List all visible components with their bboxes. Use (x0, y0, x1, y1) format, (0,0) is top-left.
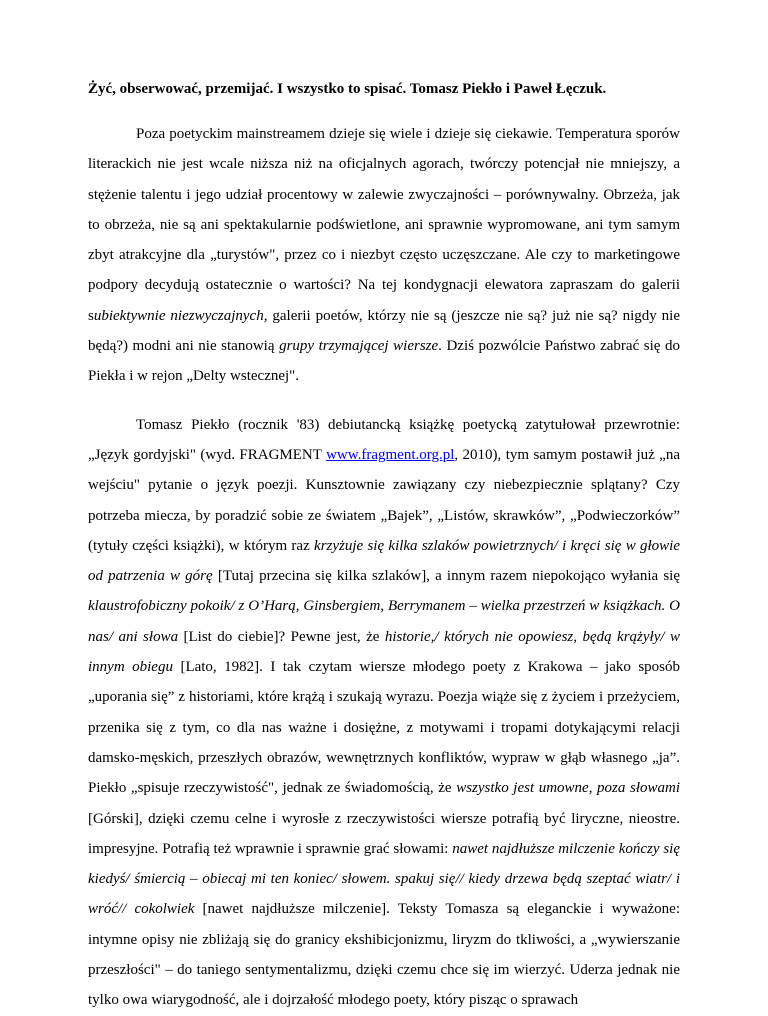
italic-quote: klaustrofobiczny pokoik/ z O’Harą, Ginsbergiem, Berrymanem – wielka przestrzeń w książkach. O nas/ ani słowa (88, 598, 680, 645)
website-link[interactable]: www.fragment.org.pl (326, 446, 455, 463)
italic-quote: historie,/ których nie opowiesz, będą krążyły/ w innym obiegu (88, 628, 680, 676)
text-run: , 2010), tym samym postawił już „na wejściu" pytanie o język poezji. Kunsztownie zawiązany czy niebezpiecznie splątany? Czy potrzeba miecza, by poradzić sobie ze światem „Bajek”, „Listów, skrawków”, „Podwieczorków” (tytuły części książki), w którym raz (88, 446, 680, 554)
italic-quote: grupy trzymającej wiersze (279, 338, 439, 355)
text-run: Tomasz Piekło (rocznik '83) debiutancką książkę poetycką zatytułował przewrotnie: „Język gordyjski" (wyd. FRAGMENT (88, 416, 680, 463)
paragraph-tomasz-pieklo (88, 410, 680, 1016)
text-run: [List do ciebie]? Pewne jest, że (178, 628, 385, 645)
italic-quote: krzyżuje się kilka szlaków powietrznych/ i kręci się w głowie od patrzenia w górę (88, 537, 680, 585)
text-run: . Dziś pozwólcie Państwo zabrać się do Piekła i w rejon „Delty wstecznej". (88, 338, 680, 385)
text-run: [nawet najdłuższe milczenie]. Teksty Tomasza są eleganckie i wyważone: intymne opisy nie zbliżają się do granicy ekshibicjonizmu, liryzm do tkliwości, a „wywierszanie przeszłości" – do taniego sentymentalizmu, dzięki czemu chce się im wierzyć. Uderza jednak nie tylko owa wiarygodność, ale i dojrzałość młodego poety, który pisząc o sprawach (88, 901, 680, 1009)
italic-quote: ubiektywnie niezwyczajnych, (93, 307, 268, 324)
text-run: [Lato, 1982]. I tak czytam wiersze młodego poety z Krakowa – jako sposób „uporania się” z historiami, które krążą i szukają wyrazu. Poezja wiąże się z życiem i przeżyciem, przenika się z tym, co dla nas ważne i dosiężne, z motywami i tropami dotykającymi relacji damsko-męskich, przeszłych obrazów, wewnętrznych konfliktów, wypraw w głąb własnego „ja”. Piekło „spisuje rzeczywistość", jednak ze świadomością, że (88, 659, 680, 797)
text-run: [Tutaj przecina się kilka szlaków], a innym razem niepokojąco wyłania się (212, 568, 680, 585)
text-run: [Górski], dzięki czemu celne i wyrosłe z rzeczywistości wiersze potrafią być liryczne, nieostre. impresyjne. Potrafią też wprawnie i sprawnie grać słowami: (88, 810, 680, 857)
text-run: galerii poetów, którzy nie są (jeszcze nie są? już nie są? nigdy nie będą?) modni ani nie stanowią (88, 307, 680, 355)
italic-quote: wszystko jest umowne, poza słowami (456, 780, 680, 797)
document-title: Żyć, obserwować, przemijać. I wszystko to spisać. Tomasz Piekło i Paweł Łęczuk. (88, 81, 607, 97)
italic-quote: nawet najdłuższe milczenie kończy się kiedyś/ śmiercią – obiecaj mi ten koniec/ słowem. spakuj się// kiedy drzewa będą szeptać wiatr/ i wróć// cokolwiek (88, 840, 680, 918)
text-run: Poza poetyckim mainstreamem dzieje się wiele i dzieje się ciekawie. Temperatura sporów literackich nie jest wcale niższa niż na oficjalnych agorach, twórczy potencjał nie mniejszy, a stężenie talentu i jego udział procentowy w zalewie zwyczajności – porównywalny. Obrzeża, jak to obrzeża, nie są ani spektakularnie podświetlone, ani sprawnie wypromowane, ani tym samym zbyt atrakcyjne dla „turystów", przez co i niezbyt często uczęszczane. Ale czy to marketingowe podpory decydują ostatecznie o wartości? Na tej kondygnacji elewatora zapraszam do galerii s (88, 126, 680, 324)
paragraph-intro (88, 119, 680, 392)
